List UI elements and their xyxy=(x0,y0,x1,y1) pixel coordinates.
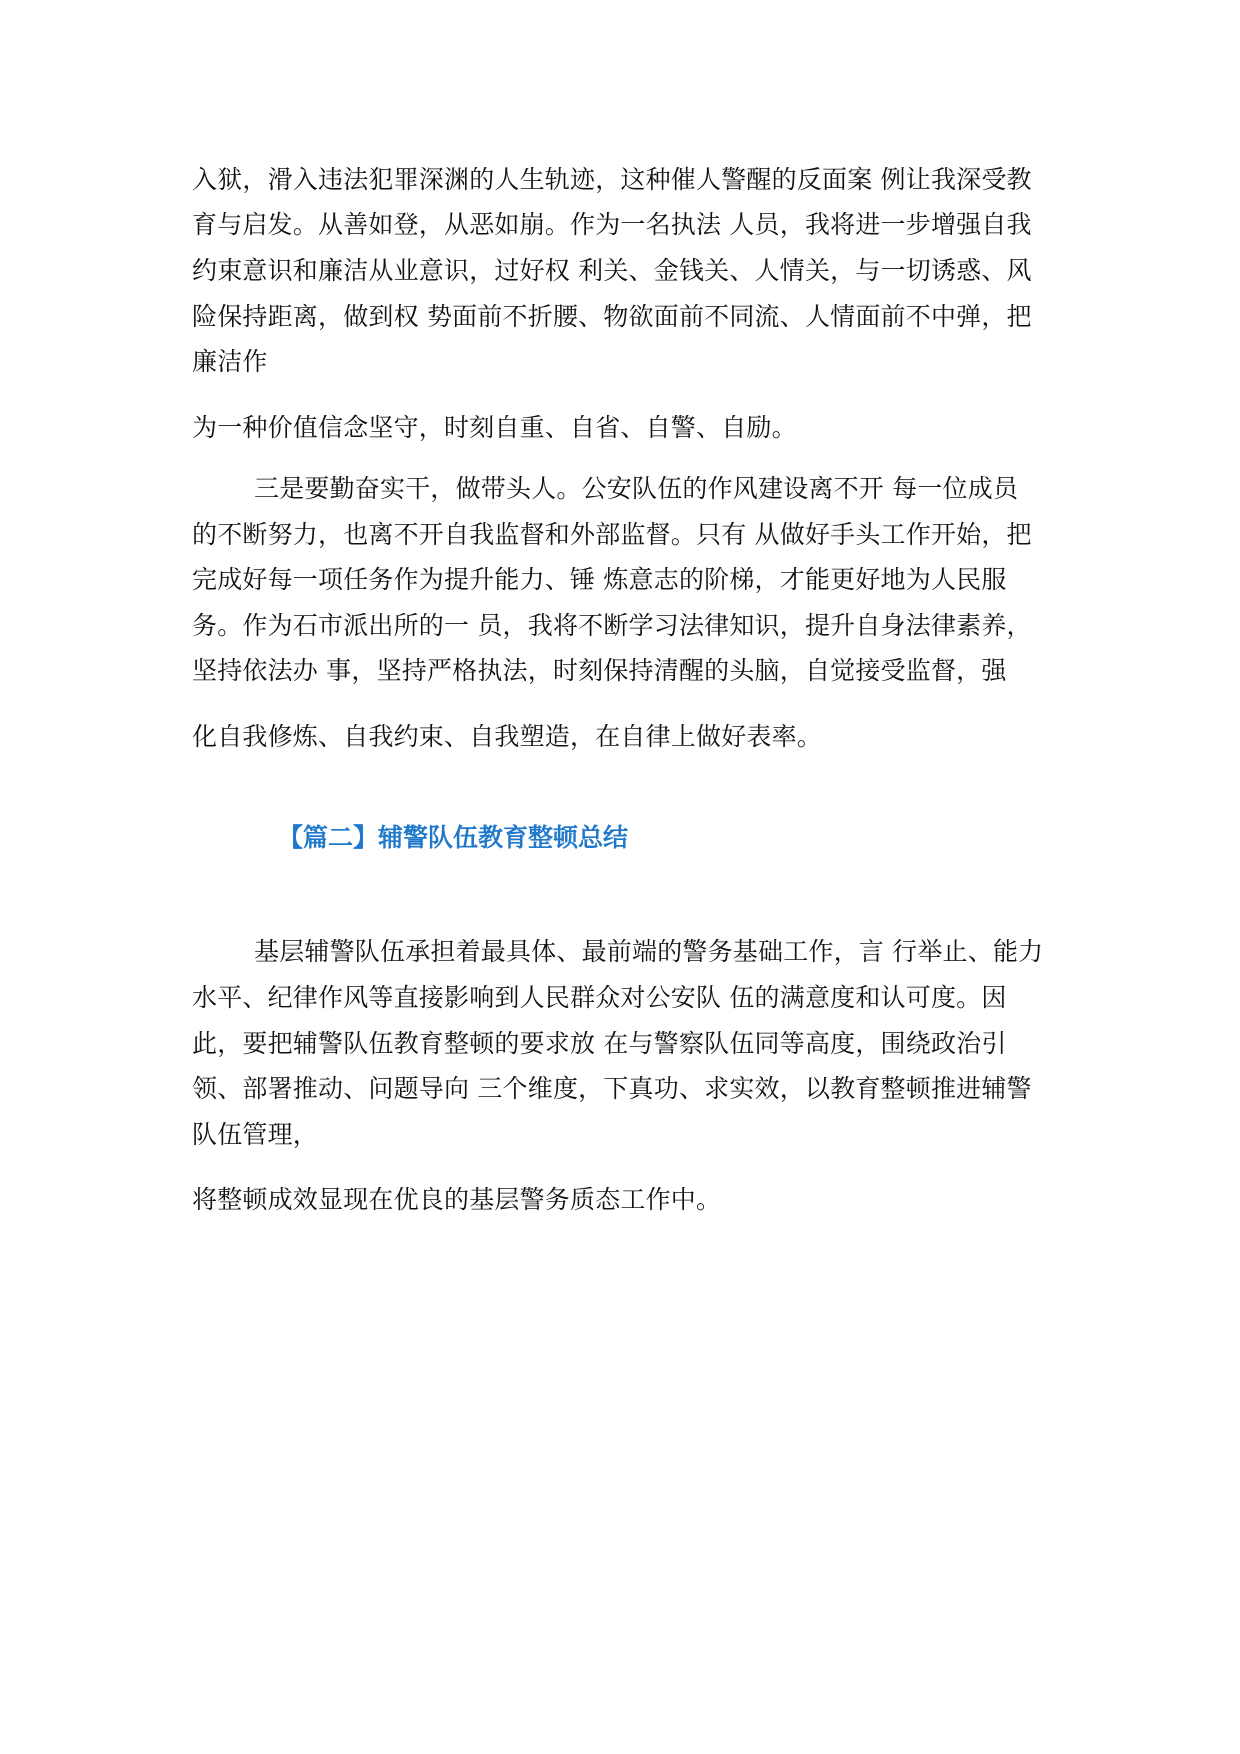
paragraph-3-line-1: 三是要勤奋实干，做带头人。公安队伍的作风建设离不开 每一位成员 xyxy=(254,474,1019,503)
paragraph-1-line-3: 约束意识和廉洁从业意识，过好权 利关、金钱关、人情关，与一切诱惑、风 xyxy=(192,256,1032,285)
paragraph-5-line-3: 此，要把辅警队伍教育整顿的要求放 在与警察队伍同等高度，围绕政治引 xyxy=(192,1029,1007,1058)
paragraph-6-line-1: 将整顿成效显现在优良的基层警务质态工作中。 xyxy=(192,1185,722,1214)
paragraph-5-line-1: 基层辅警队伍承担着最具体、最前端的警务基础工作，言 行举止、能力 xyxy=(254,937,1044,966)
paragraph-1-line-4: 险保持距离，做到权 势面前不折腰、物欲面前不同流、人情面前不中弹，把 xyxy=(192,302,1032,331)
paragraph-3-line-5: 坚持依法办 事，坚持严格执法，时刻保持清醒的头脑，自觉接受监督，强 xyxy=(192,656,1007,685)
paragraph-3-line-2: 的不断努力，也离不开自我监督和外部监督。只有 从做好手头工作开始，把 xyxy=(192,520,1032,549)
paragraph-1-line-1: 入狱，滑入违法犯罪深渊的人生轨迹，这种催人警醒的反面案 例让我深受教 xyxy=(192,165,1032,194)
paragraph-4-line-1: 化自我修炼、自我约束、自我塑造，在自律上做好表率。 xyxy=(192,722,823,751)
paragraph-5-line-4: 领、部署推动、问题导向 三个维度，下真功、求实效，以教育整顿推进辅警 xyxy=(192,1074,1032,1103)
paragraph-1-line-5: 廉洁作 xyxy=(192,347,268,376)
paragraph-1-line-2: 育与启发。从善如登，从恶如崩。作为一名执法 人员，我将进一步增强自我 xyxy=(192,210,1032,239)
paragraph-3-line-4: 务。作为石市派出所的一 员，我将不断学习法律知识，提升自身法律素养， xyxy=(192,611,1032,640)
paragraph-3-line-3: 完成好每一项任务作为提升能力、锤 炼意志的阶梯，才能更好地为人民服 xyxy=(192,565,1007,594)
paragraph-2-line-1: 为一种价值信念坚守，时刻自重、自省、自警、自励。 xyxy=(192,413,797,442)
paragraph-5-line-5: 队伍管理， xyxy=(192,1120,319,1149)
paragraph-5-line-2: 水平、纪律作风等直接影响到人民群众对公安队 伍的满意度和认可度。因 xyxy=(192,983,1007,1012)
section-heading: 【篇二】辅警队伍教育整顿总结 xyxy=(278,823,629,852)
